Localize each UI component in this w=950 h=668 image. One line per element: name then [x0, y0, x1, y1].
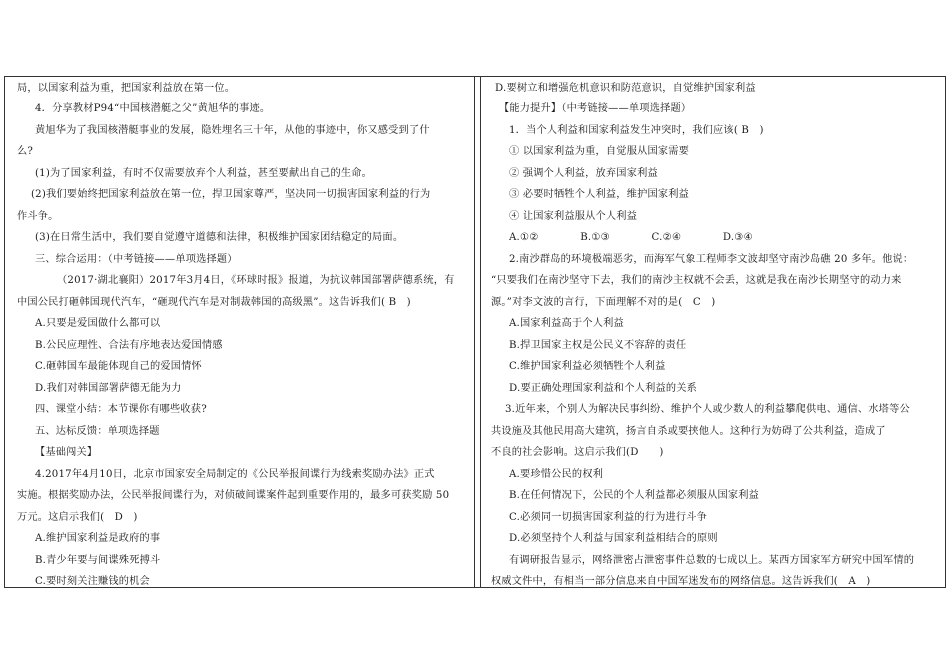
right-line-2: 【能力提升】（中考链接——单项选择题）	[499, 103, 692, 114]
left-line-18: 【基础闯关】	[35, 447, 98, 458]
right-line-9: 2.南沙群岛的环境极端恶劣，而海军气象工程师李文波却坚守南沙岛礁 20 多年。他说：	[509, 254, 914, 265]
left-line-23: B.青少年要与间谍殊死搏斗	[35, 555, 161, 566]
left-line-15: D.我们对韩国部署萨德无能为力	[35, 383, 182, 394]
left-line-21: 万元。这启示我们( D )	[17, 512, 138, 523]
left-line-13: B.公民应理性、合法有序地表达爱国情感	[35, 340, 223, 351]
right-line-19: A.要珍惜公民的权利	[509, 469, 604, 480]
left-line-14: C.砸韩国车最能体现自己的爱国情怀	[35, 361, 202, 372]
left-line-16: 四、课堂小结：本节课你有哪些收获?	[35, 404, 207, 415]
right-column	[480, 77, 945, 587]
left-column	[5, 77, 475, 587]
right-line-18: 不良的社会影响。这启示我们(D )	[491, 447, 664, 458]
right-line-7: ④ 让国家利益服从个人利益	[509, 211, 638, 222]
left-line-3: 黄旭华为了我国核潜艇事业的发展，隐姓埋名三十年，从他的事迹中，你又感受到了什	[35, 125, 430, 136]
left-line-4: 么?	[17, 146, 34, 157]
left-line-11: 中国公民打砸韩国现代汽车，“砸现代汽车是对制裁韩国的高级黑”。这告诉我们( B )	[17, 297, 411, 308]
right-line-21: C.必须同一切损害国家利益的行为进行斗争	[509, 512, 708, 523]
left-line-1: 局，以国家利益为重，把国家利益放在第一位。	[17, 83, 236, 94]
right-line-15: D.要正确处理国家利益和个人利益的关系	[509, 383, 698, 394]
left-line-19: 4.2017年4月10日，北京市国家安全局制定的《公民举报间谍行为线索奖励办法》正式	[35, 469, 435, 480]
right-line-17: 共设施及其他民用高大建筑，扬言自杀或要挟他人。这种行为妨碍了公共利益，造成了	[491, 426, 886, 437]
left-line-9: 三、综合运用：（中考链接——单项选择题）	[35, 254, 238, 265]
right-line-1: D.要树立和增强危机意识和防范意识，自觉维护国家利益	[495, 83, 756, 94]
left-line-5: (1)为了国家利益，有时不仅需要放弃个人利益，甚至要献出自己的生命。	[35, 168, 373, 179]
left-line-22: A.维护国家利益是政府的事	[35, 533, 161, 544]
left-line-17: 五、达标反馈：单项选择题	[35, 426, 160, 437]
right-line-23: 有调研报告显示，网络泄密占泄密事件总数的七成以上。某西方国家军方研究中国军情的	[509, 555, 915, 566]
right-line-6: ③ 必要时牺牲个人利益，维护国家利益	[509, 189, 690, 200]
left-line-12: A.只要是爱国做什么都可以	[35, 318, 161, 329]
left-line-8: (3)在日常生活中，我们要自觉遵守道德和法律，积极维护国家团结稳定的局面。	[35, 232, 404, 243]
right-line-8: A.①② B.①③ C.②④ D.③④	[509, 232, 753, 243]
left-line-10: （2017·湖北襄阳）2017年3月4日，《环球时报》报道，为抗议韩国部署萨德系统，有	[57, 275, 455, 286]
right-line-16: 3.近年来，个别人为解决民事纠纷、维护个人或少数人的利益攀爬供电、通信、水塔等公	[505, 404, 910, 415]
right-line-10: “只要我们在南沙坚守下去，我们的南沙主权就不会丢，这就是我在南沙长期坚守的动力来	[491, 275, 902, 286]
right-line-22: D.必须坚持个人利益与国家利益相结合的原则	[509, 533, 718, 544]
right-line-3: 1．当个人利益和国家利益发生冲突时，我们应该( B )	[509, 125, 764, 136]
right-line-24: 权威文件中，有相当一部分信息来自中国军迷发布的网络信息。这告诉我们( A )	[491, 576, 871, 587]
right-line-11: 源。”对李文波的言行，下面理解不对的是( C )	[491, 297, 716, 308]
left-line-2: 4．分享教材P94“中国核潜艇之父”黄旭华的事迹。	[35, 103, 271, 114]
left-line-24: C.要时刻关注赚钱的机会	[35, 576, 150, 587]
right-line-13: B.捍卫国家主权是公民义不容辞的责任	[509, 340, 687, 351]
right-line-12: A.国家利益高于个人利益	[509, 318, 624, 329]
right-line-20: B.在任何情况下，公民的个人利益都必须服从国家利益	[509, 490, 760, 501]
left-line-7: 作斗争。	[17, 211, 59, 222]
left-line-6: (2)我们要始终把国家利益放在第一位，捍卫国家尊严，坚决同一切损害国家利益的行为	[31, 189, 431, 200]
right-line-14: C.维护国家利益必须牺牲个人利益	[509, 361, 666, 372]
right-line-5: ② 强调个人利益，放弃国家利益	[509, 168, 658, 179]
worksheet-frame	[4, 76, 946, 588]
right-line-4: ① 以国家利益为重，自觉服从国家需要	[509, 146, 690, 157]
left-line-20: 实施。根据奖励办法，公民举报间谍行为，对侦破间谍案件起到重要作用的，最多可获奖励 50	[17, 490, 450, 501]
